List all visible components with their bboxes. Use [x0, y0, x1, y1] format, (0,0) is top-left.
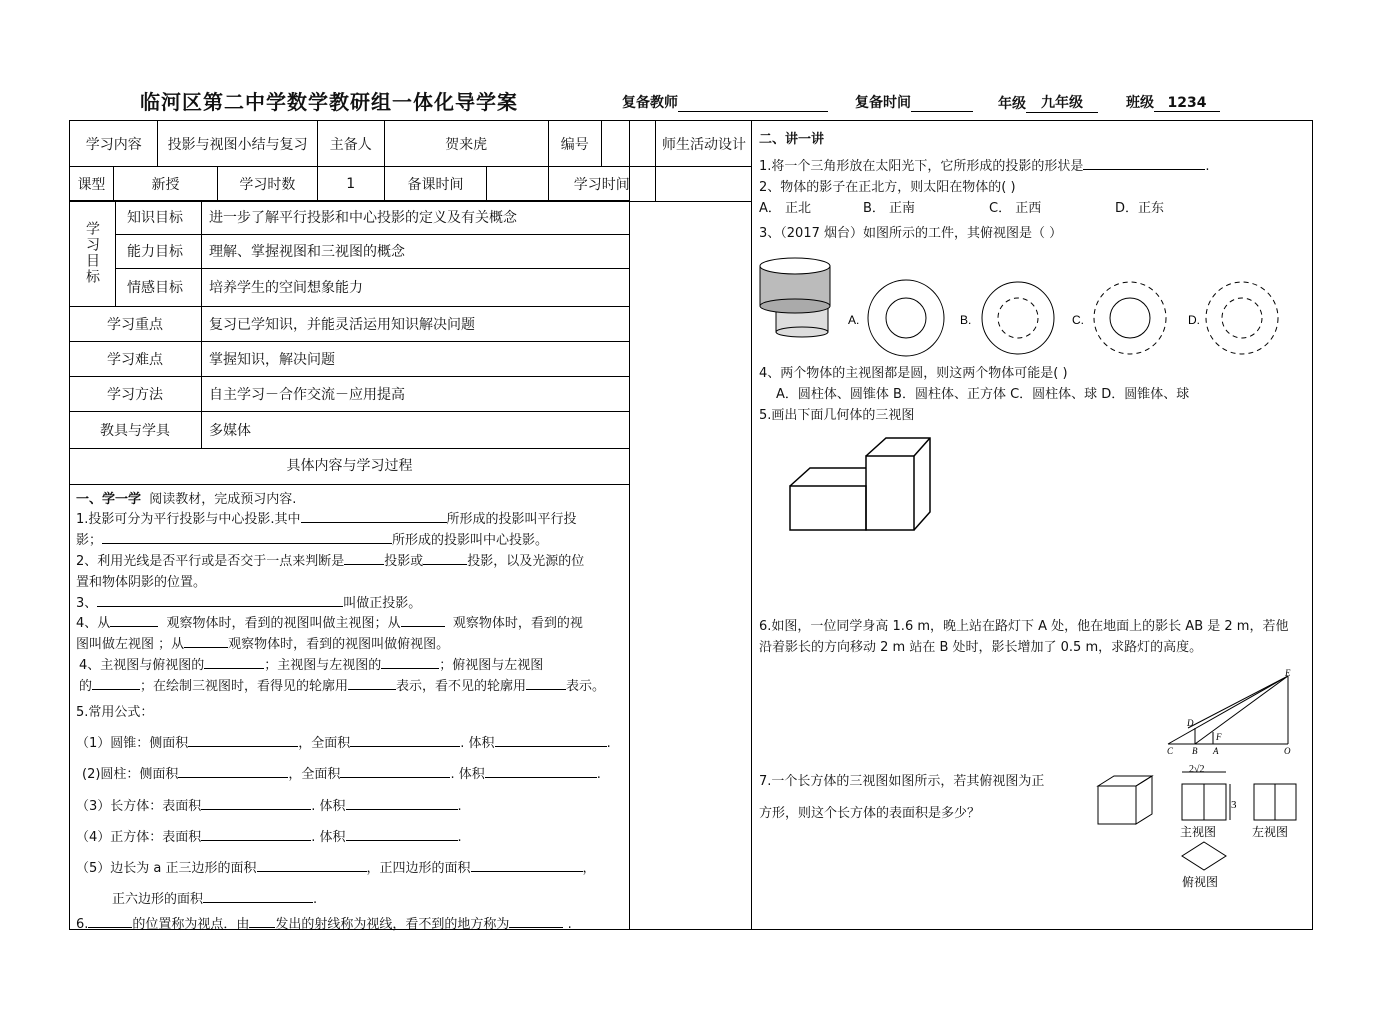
- item-2-line-b: 置和物体阴影的位置。: [76, 575, 207, 590]
- option-d-label: D.: [1188, 313, 1200, 327]
- question-5: 5.画出下面几何体的三视图: [759, 408, 915, 423]
- section-explain: 二、讲一讲: [759, 132, 825, 147]
- time-label: 复备时间: [855, 95, 911, 111]
- formula-cuboid: （3）长方体：表面积 . 体积 .: [76, 795, 462, 814]
- question-7-line-a: 7.一个长方体的三视图如图所示，若其俯视图为正: [759, 774, 1045, 789]
- content-value: 投影与视图小结与复习: [158, 121, 317, 167]
- option-c-label: C.: [1072, 313, 1084, 327]
- type-label: 课型: [70, 167, 114, 202]
- goal-label-knowledge: 知识目标: [127, 210, 183, 226]
- goal-value-emotion: 培养学生的空间想象能力: [209, 280, 363, 296]
- question-7-line-b: 方形，则这个长方体的表面积是多少？: [759, 806, 981, 821]
- method-label: 学习方法: [107, 387, 163, 403]
- dim-top-label: 2√2: [1189, 764, 1205, 775]
- goals-block: [69, 200, 630, 448]
- question-4: 4、两个物体的主视图都是圆，则这两个物体可能是( ): [759, 366, 1068, 381]
- formula-hexagon: 正六边形的面积 .: [112, 888, 317, 907]
- formula-polygon: （5）边长为 a 正三边形的面积 ，正四边形的面积 ，: [76, 857, 596, 876]
- difficulty-label: 学习难点: [107, 352, 163, 368]
- difficulty-value: 掌握知识，解决问题: [209, 352, 335, 368]
- option-c-outer: [1094, 282, 1166, 354]
- svg-text:O: O: [1284, 746, 1291, 756]
- teacher-field: [622, 92, 828, 112]
- svg-text:D: D: [1187, 718, 1194, 728]
- item-4-line-a: 4、从 观察物体时，看到的视图叫做主视图；从 观察物体时，看到的视: [76, 612, 583, 631]
- question-2: 2、物体的影子在正北方，则太阳在物体的( ): [759, 180, 1016, 195]
- hours-label: 学习时数: [218, 167, 318, 202]
- option-d-inner: [1222, 298, 1262, 338]
- formula-cylinder: (2)圆柱：侧面积 ，全面积 . 体积 .: [82, 763, 601, 782]
- streetlight-figure: [1163, 668, 1303, 758]
- dim-side-label: 3: [1231, 799, 1237, 811]
- grade-label: 年级: [998, 96, 1026, 112]
- tools-label: 教具与学具: [100, 423, 170, 439]
- workpiece-3d-figure: [760, 258, 830, 337]
- goal-value-knowledge: 进一步了解平行投影和中心投影的定义及有关概念: [209, 210, 517, 226]
- goals-label: 学习目标: [84, 221, 100, 285]
- item-5-line-b: 的 ；在绘制三视图时，看得见的轮廓用 表示，看不见的轮廓用 表示。: [79, 675, 605, 694]
- class-label: 班级: [1126, 95, 1154, 111]
- question-1: 1.将一个三角形放在太阳光下，它所形成的投影的形状是 .: [759, 155, 1210, 174]
- grade-field: [998, 92, 1098, 113]
- svg-text:B: B: [1192, 746, 1198, 756]
- option-b-label: B.: [960, 313, 972, 327]
- hours-value: 1: [317, 167, 384, 202]
- item-1-line-a: 1.投影可分为平行投影与中心投影.其中 所形成的投影叫平行投: [76, 508, 577, 527]
- item-2-line-a: 2、利用光线是否平行或是否交于一点来判断是 投影或 投影，以及光源的位: [76, 550, 584, 569]
- method-value: 自主学习－合作交流－应用提高: [209, 387, 405, 403]
- item-6: 6. 的位置称为视点．由 发出的射线称为视线，看不到的地方称为 .: [76, 913, 572, 932]
- prep-time-value[interactable]: [487, 167, 548, 202]
- option-a-label: A.: [848, 313, 860, 327]
- design-label: 师生活动设计: [655, 121, 752, 167]
- page-title: 临河区第二中学数学教研组一体化导学案: [140, 90, 518, 114]
- svg-text:F: F: [1216, 732, 1222, 742]
- three-views-figure: [1092, 764, 1308, 890]
- item-3: 3、 叫做正投影。: [76, 592, 421, 611]
- svg-text:C: C: [1167, 746, 1174, 756]
- goal-label-emotion: 情感目标: [127, 280, 183, 296]
- left-view-label: 左视图: [1252, 825, 1289, 839]
- focus-label: 学习重点: [107, 317, 163, 333]
- option-c-inner: [1110, 298, 1150, 338]
- column-divider: [751, 121, 752, 929]
- focus-value: 复习已学知识，并能灵活运用知识解决问题: [209, 317, 475, 333]
- study-time-value[interactable]: [655, 167, 752, 202]
- question-3: 3、（2017 烟台）如图所示的工件，其俯视图是（ ）: [759, 226, 1063, 241]
- item-1-line-b: 影； 所形成的投影叫中心投影。: [76, 529, 548, 548]
- option-b-outer: [982, 282, 1054, 354]
- blocks-figure: [788, 436, 938, 536]
- formula-cone: （1）圆锥：侧面积 ，全面积 . 体积 .: [76, 732, 611, 751]
- content-label: 学习内容: [70, 121, 158, 167]
- info-table: [69, 120, 752, 202]
- teacher-blank[interactable]: [678, 111, 828, 112]
- teacher-label: 复备教师: [622, 95, 678, 111]
- top-view-label: 俯视图: [1182, 875, 1219, 889]
- time-blank[interactable]: [911, 111, 973, 112]
- grade-value: 九年级: [1026, 92, 1098, 113]
- class-value: 1234: [1154, 95, 1220, 112]
- study-time-label: 学习时间: [548, 167, 655, 202]
- svg-text:A: A: [1213, 746, 1219, 756]
- number-label: 编号: [548, 121, 601, 167]
- goal-value-ability: 理解、掌握视图和三视图的概念: [209, 244, 405, 260]
- preparer-value: 贺来虎: [384, 121, 548, 167]
- option-a-outer: [868, 280, 944, 356]
- question-4-options: A．圆柱体、圆锥体 B．圆柱体、正方体 C．圆柱体、球 D．圆锥体、球: [776, 387, 1190, 402]
- preparer-label: 主备人: [317, 121, 384, 167]
- option-d-outer: [1206, 282, 1278, 354]
- option-b-inner: [998, 298, 1038, 338]
- question-6-line-b: 沿着影长的方向移动 2 m 站在 B 处时，影长增加了 0.5 m，求路灯的高度。: [759, 640, 1203, 655]
- question-6-line-a: 6.如图，一位同学身高 1.6 m，晚上站在路灯下 A 处，他在地面上的影长 AB 是 2 m，若他: [759, 619, 1289, 634]
- prep-time-label: 备课时间: [384, 167, 487, 202]
- item-4-line-b: 图叫做左视图 ；从 观察物体时，看到的视图叫做俯视图。: [76, 633, 449, 652]
- class-field: [1126, 92, 1220, 112]
- tools-value: 多媒体: [209, 423, 251, 439]
- formula-cube: （4）正方体：表面积 . 体积 .: [76, 826, 462, 845]
- formula-title: 5.常用公式：: [76, 705, 154, 720]
- time-field: [855, 92, 973, 112]
- workpiece-figure: [758, 254, 1288, 364]
- section-learn: 一、学一学 阅读教材，完成预习内容.: [76, 492, 297, 507]
- option-a-inner: [886, 298, 926, 338]
- goal-label-ability: 能力目标: [127, 244, 183, 260]
- item-5-line-a: 4、主视图与俯视图的 ；主视图与左视图的 ；俯视图与左视图: [79, 654, 543, 673]
- type-value: 新授: [113, 167, 217, 202]
- process-header: 具体内容与学习过程: [69, 448, 630, 485]
- front-view-label: 主视图: [1180, 825, 1217, 839]
- svg-text:E: E: [1285, 668, 1291, 678]
